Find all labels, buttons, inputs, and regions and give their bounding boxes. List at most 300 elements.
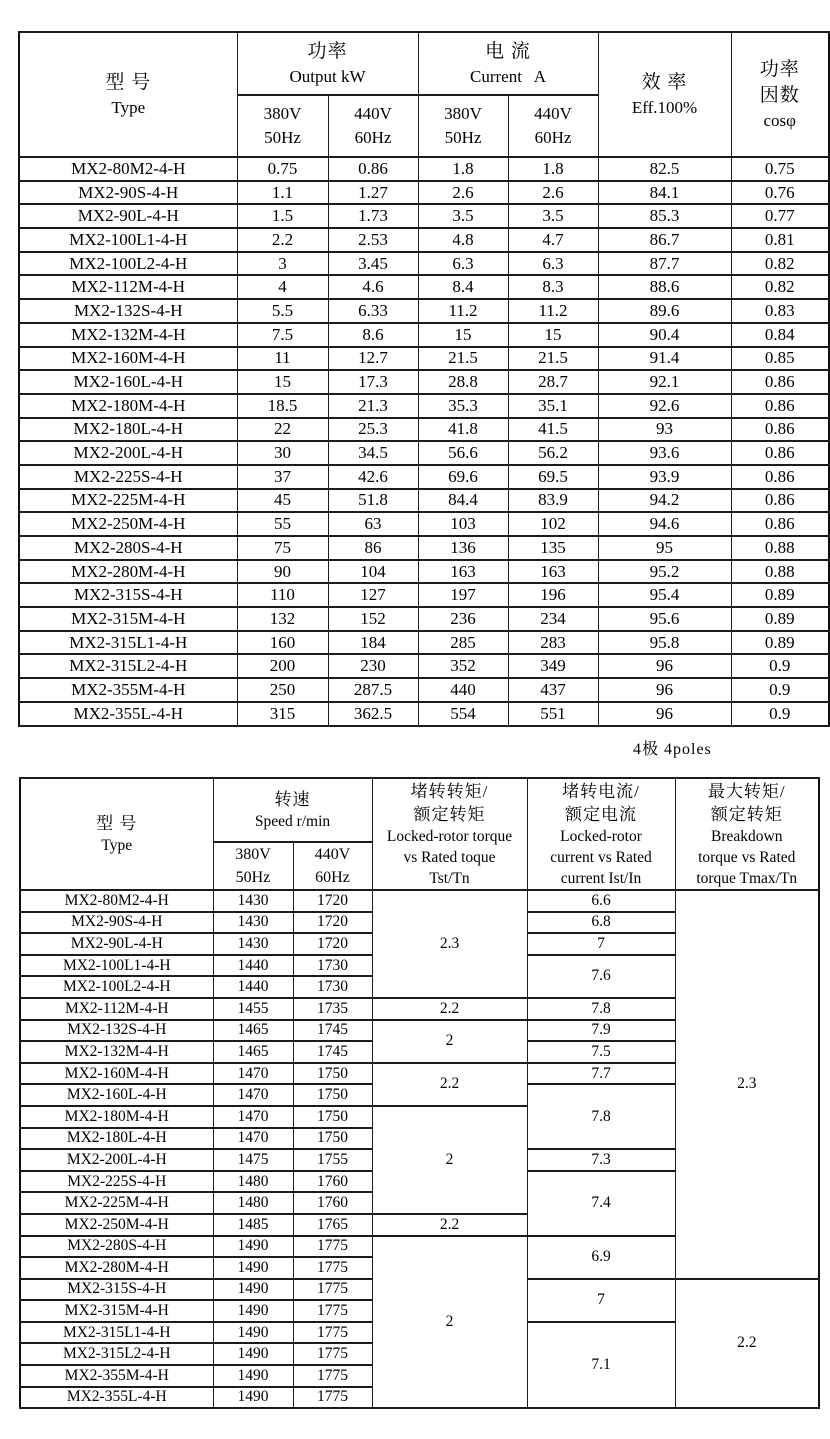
speed-380v-cell: 1430: [213, 890, 293, 912]
ist-label-zh2: 额定电流: [565, 804, 637, 824]
tmax-label-en1: Breakdown: [711, 827, 783, 845]
motor-spec-row: [19, 275, 829, 299]
output-380v-cell: 5.5: [237, 299, 328, 323]
current-380v-cell: 285: [418, 631, 508, 655]
voltage-label: 380V: [235, 846, 271, 863]
current-440v-cell: 234: [508, 607, 598, 631]
model-cell: MX2-180L-4-H: [20, 1128, 213, 1150]
type-label-en: Type: [111, 97, 146, 117]
motor-spec-row: [19, 299, 829, 323]
efficiency-cell: 96: [598, 702, 731, 726]
current-380v-cell: 28.8: [418, 370, 508, 394]
locked-rotor-current-ratio-cell: 7.7: [527, 1063, 675, 1085]
speed-440v-cell: 1765: [293, 1214, 372, 1236]
current-440v-cell: 41.5: [508, 418, 598, 442]
current-380v-cell: 440: [418, 678, 508, 702]
output-440v-cell: 152: [328, 607, 418, 631]
power-factor-cell: 0.86: [731, 394, 829, 418]
output-380v-cell: 250: [237, 678, 328, 702]
frequency-label: 50Hz: [444, 128, 482, 147]
locked-rotor-current-ratio-cell: 7.1: [527, 1322, 675, 1408]
output-380v-cell: 3: [237, 252, 328, 276]
model-cell: MX2-180L-4-H: [19, 418, 237, 442]
tmax-label-en2: torque vs Rated: [698, 848, 796, 866]
output-440v-cell: 42.6: [328, 465, 418, 489]
current-440v-cell: 102: [508, 512, 598, 536]
power-factor-cell: 0.89: [731, 607, 829, 631]
col-header-type: [19, 32, 237, 157]
efficiency-label-en: Eff.100%: [631, 97, 698, 117]
speed-440v-cell: 1760: [293, 1171, 372, 1193]
current-label-zh: 电 流: [485, 40, 531, 62]
power-factor-cell: 0.84: [731, 323, 829, 347]
power-factor-cell: 0.88: [731, 536, 829, 560]
speed-380v-cell: 1465: [213, 1041, 293, 1063]
current-380v-cell: 41.8: [418, 418, 508, 442]
model-cell: MX2-355L-4-H: [19, 702, 237, 726]
motor-spec-row: [19, 678, 829, 702]
speed-380v-cell: 1440: [213, 955, 293, 977]
subcol-output-380v: [237, 95, 328, 157]
speed-380v-cell: 1490: [213, 1322, 293, 1344]
speed-380v-cell: 1470: [213, 1063, 293, 1085]
speed-label-zh: 转速: [274, 790, 311, 809]
voltage-label: 380V: [263, 104, 302, 123]
subcol-speed-380v: [213, 842, 293, 890]
output-380v-cell: 37: [237, 465, 328, 489]
output-380v-cell: 30: [237, 441, 328, 465]
power-factor-cell: 0.81: [731, 228, 829, 252]
breakdown-torque-ratio-cell: 2.3: [675, 890, 819, 1279]
voltage-label: 440V: [534, 104, 572, 123]
ist-label-en1: Locked-rotor: [560, 827, 642, 845]
speed-380v-cell: 1440: [213, 976, 293, 998]
output-440v-cell: 12.7: [328, 347, 418, 371]
power-factor-cell: 0.86: [731, 465, 829, 489]
motor-spec-row: [19, 252, 829, 276]
speed-380v-cell: 1465: [213, 1020, 293, 1042]
type-label-zh: 型 号: [105, 71, 152, 93]
model-cell: MX2-280S-4-H: [20, 1236, 213, 1258]
locked-rotor-current-ratio-cell: 6.8: [527, 912, 675, 934]
efficiency-cell: 91.4: [598, 347, 731, 371]
tst-label-en2: vs Rated toque: [403, 848, 496, 866]
motor-spec-row: [19, 228, 829, 252]
speed-380v-cell: 1490: [213, 1257, 293, 1279]
current-380v-cell: 6.3: [418, 252, 508, 276]
output-440v-cell: 287.5: [328, 678, 418, 702]
output-380v-cell: 160: [237, 631, 328, 655]
model-cell: MX2-250M-4-H: [20, 1214, 213, 1236]
speed-380v-cell: 1490: [213, 1365, 293, 1387]
output-label-en: Output kW: [289, 66, 366, 86]
current-440v-cell: 437: [508, 678, 598, 702]
efficiency-cell: 85.3: [598, 204, 731, 228]
power-factor-cell: 0.86: [731, 489, 829, 513]
output-440v-cell: 1.27: [328, 181, 418, 205]
type-label-zh: 型 号: [96, 814, 138, 833]
type-label-en: Type: [101, 837, 133, 854]
speed-440v-cell: 1775: [293, 1236, 372, 1258]
motor-spec-row: [19, 536, 829, 560]
locked-rotor-torque-ratio-cell: 2: [372, 1106, 527, 1214]
current-380v-cell: 3.5: [418, 204, 508, 228]
model-cell: MX2-280S-4-H: [19, 536, 237, 560]
locked-rotor-current-ratio-cell: 7.3: [527, 1149, 675, 1171]
current-380v-cell: 11.2: [418, 299, 508, 323]
current-440v-cell: 69.5: [508, 465, 598, 489]
model-cell: MX2-355L-4-H: [20, 1387, 213, 1409]
output-440v-cell: 184: [328, 631, 418, 655]
output-380v-cell: 1.5: [237, 204, 328, 228]
frequency-label: 60Hz: [534, 128, 572, 147]
motor-spec-row: [19, 181, 829, 205]
output-440v-cell: 25.3: [328, 418, 418, 442]
output-440v-cell: 21.3: [328, 394, 418, 418]
speed-440v-cell: 1775: [293, 1365, 372, 1387]
model-cell: MX2-90S-4-H: [19, 181, 237, 205]
frequency-label: 60Hz: [315, 869, 350, 886]
output-440v-cell: 4.6: [328, 275, 418, 299]
output-440v-cell: 2.53: [328, 228, 418, 252]
ist-label-en2: current vs Rated: [550, 848, 652, 866]
current-380v-cell: 163: [418, 560, 508, 584]
current-380v-cell: 2.6: [418, 181, 508, 205]
ist-label-en3: current Ist/In: [560, 869, 642, 887]
current-380v-cell: 352: [418, 654, 508, 678]
speed-380v-cell: 1455: [213, 998, 293, 1020]
motor-spec-row: [19, 204, 829, 228]
current-440v-cell: 551: [508, 702, 598, 726]
model-cell: MX2-315S-4-H: [20, 1279, 213, 1301]
model-cell: MX2-180M-4-H: [20, 1106, 213, 1128]
col-header-locked-rotor-torque: [372, 778, 527, 890]
tst-label-en1: Locked-rotor torque: [386, 827, 513, 845]
output-440v-cell: 6.33: [328, 299, 418, 323]
motor-spec-row: [19, 441, 829, 465]
speed-380v-cell: 1490: [213, 1300, 293, 1322]
subcol-current-380v: [418, 95, 508, 157]
efficiency-cell: 88.6: [598, 275, 731, 299]
efficiency-cell: 92.6: [598, 394, 731, 418]
model-cell: MX2-315L1-4-H: [20, 1322, 213, 1344]
power-factor-label-zh2: 因数: [759, 84, 800, 106]
current-380v-cell: 4.8: [418, 228, 508, 252]
speed-380v-cell: 1480: [213, 1171, 293, 1193]
output-440v-cell: 127: [328, 583, 418, 607]
speed-440v-cell: 1720: [293, 890, 372, 912]
speed-440v-cell: 1750: [293, 1084, 372, 1106]
model-cell: MX2-315S-4-H: [19, 583, 237, 607]
model-cell: MX2-225S-4-H: [19, 465, 237, 489]
current-440v-cell: 1.8: [508, 157, 598, 181]
power-factor-cell: 0.86: [731, 512, 829, 536]
current-440v-cell: 28.7: [508, 370, 598, 394]
output-380v-cell: 132: [237, 607, 328, 631]
locked-rotor-torque-ratio-cell: 2.3: [372, 890, 527, 998]
current-380v-cell: 56.6: [418, 441, 508, 465]
model-cell: MX2-80M2-4-H: [19, 157, 237, 181]
speed-380v-cell: 1470: [213, 1128, 293, 1150]
power-factor-cell: 0.9: [731, 702, 829, 726]
output-440v-cell: 0.86: [328, 157, 418, 181]
current-380v-cell: 69.6: [418, 465, 508, 489]
motor-spec-row: [19, 394, 829, 418]
speed-380v-cell: 1430: [213, 933, 293, 955]
model-cell: MX2-112M-4-H: [19, 275, 237, 299]
output-380v-cell: 18.5: [237, 394, 328, 418]
output-380v-cell: 2.2: [237, 228, 328, 252]
model-cell: MX2-225M-4-H: [19, 489, 237, 513]
power-factor-cell: 0.82: [731, 252, 829, 276]
current-440v-cell: 35.1: [508, 394, 598, 418]
current-440v-cell: 8.3: [508, 275, 598, 299]
model-cell: MX2-132M-4-H: [19, 323, 237, 347]
power-factor-cell: 0.86: [731, 418, 829, 442]
model-cell: MX2-132S-4-H: [19, 299, 237, 323]
ist-label-zh1: 堵转电流/: [562, 781, 640, 801]
current-440v-cell: 21.5: [508, 347, 598, 371]
model-cell: MX2-280M-4-H: [19, 560, 237, 584]
speed-440v-cell: 1720: [293, 933, 372, 955]
table1-header-row-1: [19, 32, 829, 95]
subcol-current-440v: [508, 95, 598, 157]
output-440v-cell: 3.45: [328, 252, 418, 276]
speed-440v-cell: 1775: [293, 1279, 372, 1301]
locked-rotor-current-ratio-cell: 7.6: [527, 955, 675, 998]
efficiency-cell: 95.2: [598, 560, 731, 584]
current-380v-cell: 21.5: [418, 347, 508, 371]
speed-label-en: Speed r/min: [254, 813, 331, 830]
model-cell: MX2-132S-4-H: [20, 1020, 213, 1042]
output-440v-cell: 362.5: [328, 702, 418, 726]
model-cell: MX2-100L1-4-H: [20, 955, 213, 977]
efficiency-cell: 95.6: [598, 607, 731, 631]
breakdown-torque-ratio-cell: 2.2: [675, 1279, 819, 1409]
model-cell: MX2-315M-4-H: [19, 607, 237, 631]
speed-380v-cell: 1490: [213, 1343, 293, 1365]
power-factor-label-zh1: 功率: [759, 58, 800, 80]
locked-rotor-current-ratio-cell: 7.8: [527, 998, 675, 1020]
output-380v-cell: 4: [237, 275, 328, 299]
model-cell: MX2-160M-4-H: [20, 1063, 213, 1085]
model-cell: MX2-100L1-4-H: [19, 228, 237, 252]
model-cell: MX2-112M-4-H: [20, 998, 213, 1020]
efficiency-cell: 95.4: [598, 583, 731, 607]
motor-spec-row: [19, 323, 829, 347]
speed-380v-cell: 1490: [213, 1279, 293, 1301]
speed-440v-cell: 1745: [293, 1041, 372, 1063]
frequency-label: 50Hz: [235, 869, 271, 886]
motor-spec-row: [19, 583, 829, 607]
col-header-power-factor: [731, 32, 829, 157]
locked-rotor-current-ratio-cell: 7.9: [527, 1020, 675, 1042]
efficiency-cell: 93.6: [598, 441, 731, 465]
output-380v-cell: 45: [237, 489, 328, 513]
current-440v-cell: 135: [508, 536, 598, 560]
locked-rotor-current-ratio-cell: 6.6: [527, 890, 675, 912]
power-factor-cell: 0.75: [731, 157, 829, 181]
power-factor-cell: 0.9: [731, 654, 829, 678]
motor-spec-row: [19, 607, 829, 631]
speed-380v-cell: 1490: [213, 1387, 293, 1409]
efficiency-cell: 96: [598, 654, 731, 678]
power-factor-cell: 0.82: [731, 275, 829, 299]
current-440v-cell: 4.7: [508, 228, 598, 252]
efficiency-cell: 89.6: [598, 299, 731, 323]
tst-label-zh2: 额定转矩: [413, 804, 486, 824]
speed-440v-cell: 1755: [293, 1149, 372, 1171]
speed-440v-cell: 1775: [293, 1343, 372, 1365]
locked-rotor-torque-ratio-cell: 2.2: [372, 1214, 527, 1236]
efficiency-cell: 93: [598, 418, 731, 442]
efficiency-cell: 96: [598, 678, 731, 702]
current-440v-cell: 196: [508, 583, 598, 607]
locked-rotor-torque-ratio-cell: 2.2: [372, 998, 527, 1020]
current-440v-cell: 6.3: [508, 252, 598, 276]
locked-rotor-current-ratio-cell: 7.8: [527, 1084, 675, 1149]
motor-spec-row: [19, 157, 829, 181]
motor-spec-row: [19, 418, 829, 442]
model-cell: MX2-132M-4-H: [20, 1041, 213, 1063]
model-cell: MX2-90S-4-H: [20, 912, 213, 934]
efficiency-cell: 84.1: [598, 181, 731, 205]
power-factor-cell: 0.86: [731, 441, 829, 465]
output-380v-cell: 200: [237, 654, 328, 678]
speed-380v-cell: 1470: [213, 1106, 293, 1128]
model-cell: MX2-100L2-4-H: [20, 976, 213, 998]
speed-440v-cell: 1775: [293, 1300, 372, 1322]
speed-440v-cell: 1730: [293, 976, 372, 998]
motor-speed-row: [20, 890, 819, 912]
output-380v-cell: 75: [237, 536, 328, 560]
speed-440v-cell: 1760: [293, 1192, 372, 1214]
current-440v-cell: 11.2: [508, 299, 598, 323]
speed-440v-cell: 1730: [293, 955, 372, 977]
output-380v-cell: 7.5: [237, 323, 328, 347]
speed-torque-table: [19, 777, 820, 1409]
model-cell: MX2-160M-4-H: [19, 347, 237, 371]
output-380v-cell: 22: [237, 418, 328, 442]
locked-rotor-current-ratio-cell: 6.9: [527, 1236, 675, 1279]
efficiency-label-zh: 效 率: [641, 71, 688, 93]
model-cell: MX2-225M-4-H: [20, 1192, 213, 1214]
tst-label-zh1: 堵转转矩/: [410, 781, 489, 801]
motor-spec-row: [19, 465, 829, 489]
current-380v-cell: 84.4: [418, 489, 508, 513]
speed-440v-cell: 1750: [293, 1128, 372, 1150]
speed-440v-cell: 1750: [293, 1063, 372, 1085]
speed-440v-cell: 1775: [293, 1322, 372, 1344]
tmax-label-zh2: 额定转矩: [710, 804, 783, 824]
efficiency-cell: 92.1: [598, 370, 731, 394]
speed-440v-cell: 1735: [293, 998, 372, 1020]
current-380v-cell: 103: [418, 512, 508, 536]
current-label-en: Current A: [469, 66, 547, 86]
locked-rotor-torque-ratio-cell: 2.2: [372, 1063, 527, 1106]
locked-rotor-current-ratio-cell: 7.5: [527, 1041, 675, 1063]
motor-spec-row: [19, 347, 829, 371]
output-440v-cell: 230: [328, 654, 418, 678]
voltage-label: 380V: [444, 104, 482, 123]
model-cell: MX2-315L2-4-H: [19, 654, 237, 678]
output-380v-cell: 315: [237, 702, 328, 726]
speed-440v-cell: 1750: [293, 1106, 372, 1128]
col-header-breakdown-torque: [675, 778, 819, 890]
power-factor-cell: 0.89: [731, 583, 829, 607]
locked-rotor-current-ratio-cell: 7: [527, 1279, 675, 1322]
speed-380v-cell: 1475: [213, 1149, 293, 1171]
power-factor-label-en: cosφ: [763, 110, 796, 130]
col-header-current-a: [418, 32, 598, 95]
poles-caption: 4极 4poles: [633, 741, 712, 758]
current-380v-cell: 35.3: [418, 394, 508, 418]
model-cell: MX2-250M-4-H: [19, 512, 237, 536]
current-440v-cell: 15: [508, 323, 598, 347]
power-factor-cell: 0.86: [731, 370, 829, 394]
current-440v-cell: 163: [508, 560, 598, 584]
speed-380v-cell: 1490: [213, 1236, 293, 1258]
model-cell: MX2-225S-4-H: [20, 1171, 213, 1193]
model-cell: MX2-200L-4-H: [20, 1149, 213, 1171]
efficiency-cell: 93.9: [598, 465, 731, 489]
voltage-label: 440V: [354, 104, 392, 123]
motor-spec-row: [19, 702, 829, 726]
current-440v-cell: 2.6: [508, 181, 598, 205]
model-cell: MX2-160L-4-H: [19, 370, 237, 394]
speed-380v-cell: 1485: [213, 1214, 293, 1236]
current-440v-cell: 83.9: [508, 489, 598, 513]
current-440v-cell: 3.5: [508, 204, 598, 228]
output-440v-cell: 1.73: [328, 204, 418, 228]
speed-380v-cell: 1470: [213, 1084, 293, 1106]
locked-rotor-torque-ratio-cell: 2: [372, 1020, 527, 1063]
speed-440v-cell: 1775: [293, 1257, 372, 1279]
efficiency-cell: 94.6: [598, 512, 731, 536]
current-380v-cell: 236: [418, 607, 508, 631]
efficiency-cell: 82.5: [598, 157, 731, 181]
efficiency-cell: 90.4: [598, 323, 731, 347]
model-cell: MX2-100L2-4-H: [19, 252, 237, 276]
model-cell: MX2-180M-4-H: [19, 394, 237, 418]
col-header-output-kw: [237, 32, 418, 95]
speed-440v-cell: 1775: [293, 1387, 372, 1409]
col-header-locked-rotor-current: [527, 778, 675, 890]
efficiency-cell: 86.7: [598, 228, 731, 252]
speed-380v-cell: 1430: [213, 912, 293, 934]
output-440v-cell: 34.5: [328, 441, 418, 465]
efficiency-cell: 95: [598, 536, 731, 560]
tst-label-en3: Tst/Tn: [429, 869, 470, 887]
current-380v-cell: 15: [418, 323, 508, 347]
motor-spec-row: [19, 654, 829, 678]
locked-rotor-torque-ratio-cell: 2: [372, 1236, 527, 1409]
model-cell: MX2-315M-4-H: [20, 1300, 213, 1322]
power-factor-cell: 0.76: [731, 181, 829, 205]
motor-spec-row: [19, 489, 829, 513]
model-cell: MX2-315L2-4-H: [20, 1343, 213, 1365]
model-cell: MX2-90L-4-H: [20, 933, 213, 955]
efficiency-cell: 87.7: [598, 252, 731, 276]
current-380v-cell: 554: [418, 702, 508, 726]
output-440v-cell: 86: [328, 536, 418, 560]
subcol-output-440v: [328, 95, 418, 157]
power-factor-cell: 0.83: [731, 299, 829, 323]
col-header-type: [20, 778, 213, 890]
current-380v-cell: 197: [418, 583, 508, 607]
model-cell: MX2-315L1-4-H: [19, 631, 237, 655]
speed-440v-cell: 1720: [293, 912, 372, 934]
